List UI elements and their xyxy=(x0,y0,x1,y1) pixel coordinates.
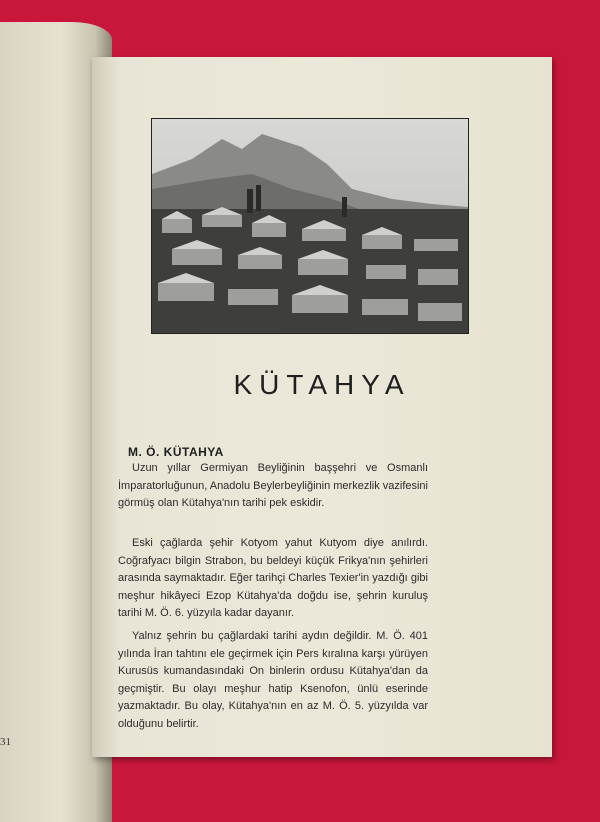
page-title: KÜTAHYA xyxy=(233,369,411,400)
section-heading: M. Ö. KÜTAHYA xyxy=(128,445,224,459)
paragraph-3: Yalnız şehrin bu çağlardaki tarihi aydın değildir. M. Ö. 401 yılında İran tahtını ele geçirmek için Pers kıralına karşı yürüyen Kurusüs kumandasındaki On binlerin ordusu Kütahya'dan da geçmiştir. Bu olayı meşhur hatip Ksenofon, ünlü eserinde yazmaktadır. Bu olay, Kütahya'nın en az M. Ö. 5. yüzyılda var olduğunu belirtir. xyxy=(118,630,428,730)
paragraph-2: Eski çağlarda şehir Kotyom yahut Kutyom diye anılırdı. Coğrafyacı bilgin Strabon, bu beldeyi küçük Frikya'nın şehirleri arasında saymaktadır. Eğer tarihçi Charles Texier'in yazdığı gibi meşhur hikâyeci Ezop Kütahya'da doğdu ise, şehrin kuruluş tarihi M. Ö. 6. yüzyıla kadar dayanır. xyxy=(118,537,428,619)
paragraph-1: Uzun yıllar Germiyan Beyliğinin başşehri ve Osmanlı İmparatorluğunun, Anadolu Beylerbeyliğinin merkezlik vazifesini görmüş olan Kütahya'nın tarihi pek eskidir. xyxy=(118,462,428,509)
city-photo xyxy=(151,118,469,334)
page-number: 31 xyxy=(0,736,11,748)
right-page xyxy=(92,57,552,757)
